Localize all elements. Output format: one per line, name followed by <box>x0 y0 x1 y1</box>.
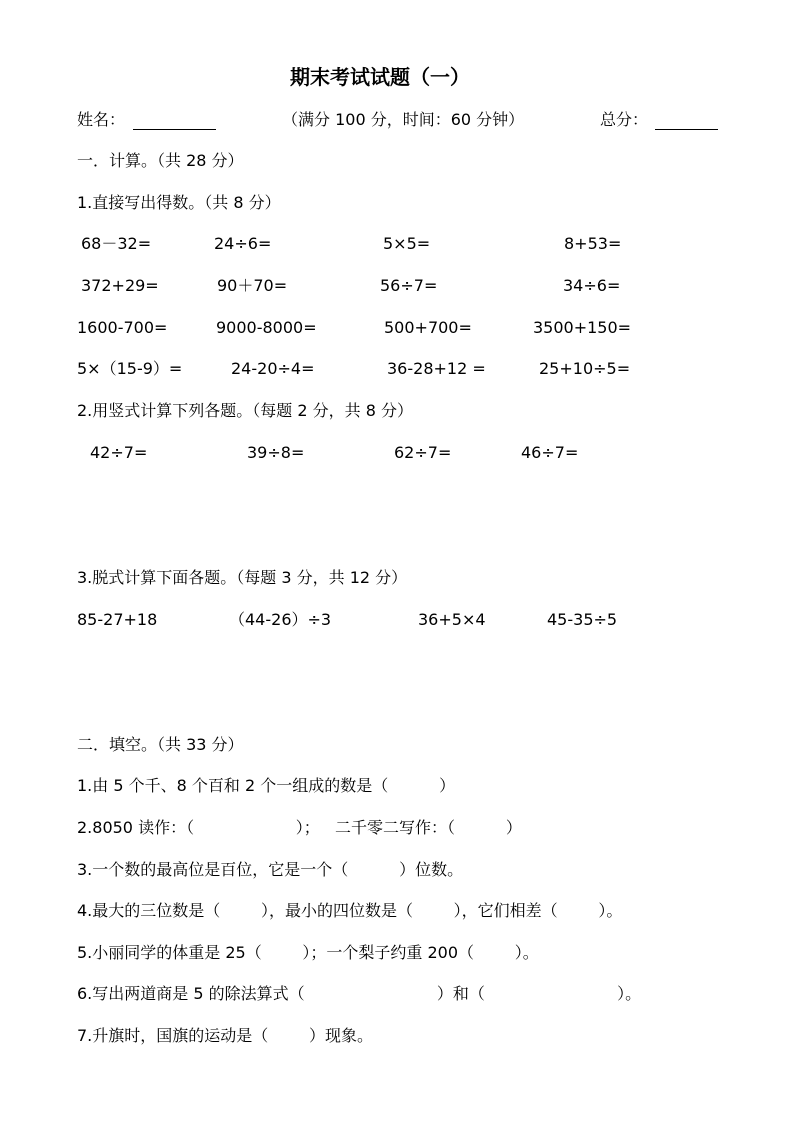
fill-question: 5.小丽同学的体重是 25（ ）；一个梨子约重 200（ ）。 <box>77 943 539 962</box>
problem: 5×（15-9）= <box>77 359 183 378</box>
problem: 1600-700= <box>77 318 168 337</box>
problem: 34÷6= <box>563 276 621 295</box>
problem: 3500+150= <box>533 318 632 337</box>
step-problem: 85-27+18 <box>77 610 158 629</box>
name-blank[interactable] <box>133 129 216 130</box>
problem: 68－32= <box>81 234 152 253</box>
q2-title: 2.用竖式计算下列各题。（每题 2 分，共 8 分） <box>77 401 413 420</box>
fill-question: 3.一个数的最高位是百位，它是一个（ ）位数。 <box>77 860 464 879</box>
problem: 9000-8000= <box>216 318 317 337</box>
problem: 90＋70= <box>217 276 288 295</box>
page-title: 期末考试试题（一） <box>290 65 470 89</box>
problem: 36-28+12 = <box>387 359 486 378</box>
problem: 5×5= <box>383 234 431 253</box>
total-score-blank[interactable] <box>655 129 718 130</box>
fill-question: 6.写出两道商是 5 的除法算式（ ）和（ ）。 <box>77 984 642 1003</box>
section2-heading: 二．填空。（共 33 分） <box>77 735 244 754</box>
vertical-problem: 42÷7= <box>90 443 148 462</box>
problem: 500+700= <box>384 318 472 337</box>
vertical-problem: 46÷7= <box>521 443 579 462</box>
problem: 372+29= <box>81 276 159 295</box>
problem: 25+10÷5= <box>539 359 631 378</box>
fill-question: 2.8050 读作：（ ）； 二千零二写作：（ ） <box>77 818 522 837</box>
step-problem: 36+5×4 <box>418 610 486 629</box>
step-problem: （44-26）÷3 <box>229 610 332 629</box>
problem: 8+53= <box>564 234 622 253</box>
vertical-problem: 62÷7= <box>394 443 452 462</box>
vertical-problem: 39÷8= <box>247 443 305 462</box>
fill-question: 1.由 5 个千、8 个百和 2 个一组成的数是（ ） <box>77 776 456 795</box>
q3-title: 3.脱式计算下面各题。（每题 3 分，共 12 分） <box>77 568 408 587</box>
exam-info: （满分 100 分，时间：60 分钟） <box>282 110 525 129</box>
fill-question: 4.最大的三位数是（ ），最小的四位数是（ ），它们相差（ ）。 <box>77 901 623 920</box>
section1-heading: 一．计算。（共 28 分） <box>77 151 244 170</box>
fill-question: 7.升旗时，国旗的运动是（ ）现象。 <box>77 1026 373 1045</box>
total-score-label: 总分： <box>600 110 649 129</box>
q1-title: 1.直接写出得数。（共 8 分） <box>77 193 281 212</box>
name-label: 姓名： <box>77 110 126 129</box>
problem: 24-20÷4= <box>231 359 315 378</box>
problem: 24÷6= <box>214 234 272 253</box>
problem: 56÷7= <box>380 276 438 295</box>
step-problem: 45-35÷5 <box>547 610 618 629</box>
